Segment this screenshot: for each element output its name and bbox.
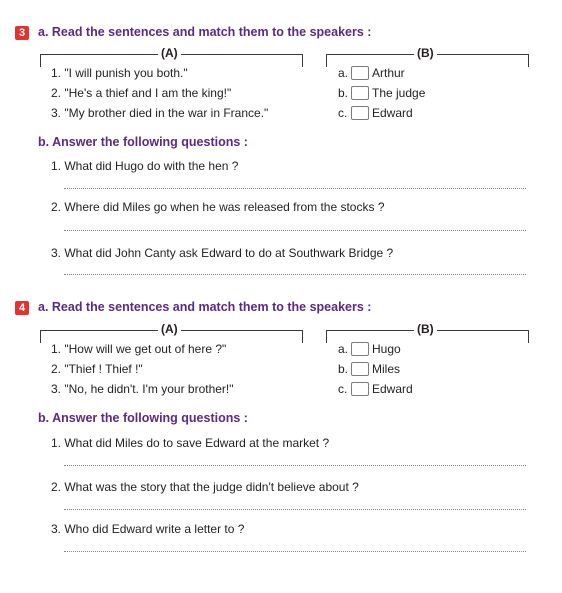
- column-b-heading: (B): [414, 46, 437, 60]
- sentence-3: 3. "No, he didn't. I'm your brother!": [51, 382, 234, 396]
- question-3: 3. What did John Canty ask Edward to do at Southwark Bridge ?: [51, 246, 394, 260]
- option-a-name: Arthur: [372, 66, 405, 80]
- sentence-1: 1. "How will we get out of here ?": [51, 342, 227, 356]
- option-b-letter: b.: [338, 86, 349, 100]
- answer-line-3[interactable]: [64, 551, 526, 552]
- option-c-letter: c.: [338, 382, 348, 396]
- answer-box-c[interactable]: [351, 382, 369, 396]
- part-a-title: a. Read the sentences and match them to the speakers :: [38, 300, 372, 314]
- answer-line-2[interactable]: [64, 509, 526, 510]
- question-2: 2. What was the story that the judge didn't believe about ?: [51, 480, 359, 494]
- option-c-letter: c.: [338, 106, 348, 120]
- sentence-3: 3. "My brother died in the war in France.": [51, 106, 269, 120]
- answer-box-a[interactable]: [351, 342, 369, 356]
- answer-box-b[interactable]: [351, 86, 369, 100]
- question-1: 1. What did Miles do to save Edward at the market ?: [51, 436, 330, 450]
- sentence-2: 2. "He's a thief and I am the king!": [51, 86, 232, 100]
- column-a-heading: (A): [158, 46, 181, 60]
- part-b-title: b. Answer the following questions :: [38, 411, 248, 425]
- option-b-letter: b.: [338, 362, 349, 376]
- exercise-number-badge: 4: [15, 301, 29, 315]
- option-c-name: Edward: [372, 106, 413, 120]
- part-b-title: b. Answer the following questions :: [38, 135, 248, 149]
- answer-line-2[interactable]: [64, 230, 526, 231]
- question-3: 3. Who did Edward write a letter to ?: [51, 522, 245, 536]
- option-b-name: The judge: [372, 86, 426, 100]
- question-2: 2. Where did Miles go when he was released from the stocks ?: [51, 200, 385, 214]
- option-a-letter: a.: [338, 342, 349, 356]
- answer-line-1[interactable]: [64, 465, 526, 466]
- exercise-number-badge: 3: [15, 26, 29, 40]
- sentence-2: 2. "Thief ! Thief !": [51, 362, 143, 376]
- option-b-name: Miles: [372, 362, 401, 376]
- answer-line-3[interactable]: [64, 274, 526, 275]
- answer-box-b[interactable]: [351, 362, 369, 376]
- sentence-1: 1. "I will punish you both.": [51, 66, 188, 80]
- column-b-heading: (B): [414, 322, 437, 336]
- answer-box-c[interactable]: [351, 106, 369, 120]
- question-1: 1. What did Hugo do with the hen ?: [51, 159, 239, 173]
- option-c-name: Edward: [372, 382, 413, 396]
- part-a-title: a. Read the sentences and match them to the speakers :: [38, 25, 372, 39]
- answer-box-a[interactable]: [351, 66, 369, 80]
- option-a-name: Hugo: [372, 342, 401, 356]
- column-a-heading: (A): [158, 322, 181, 336]
- option-a-letter: a.: [338, 66, 349, 80]
- answer-line-1[interactable]: [64, 188, 526, 189]
